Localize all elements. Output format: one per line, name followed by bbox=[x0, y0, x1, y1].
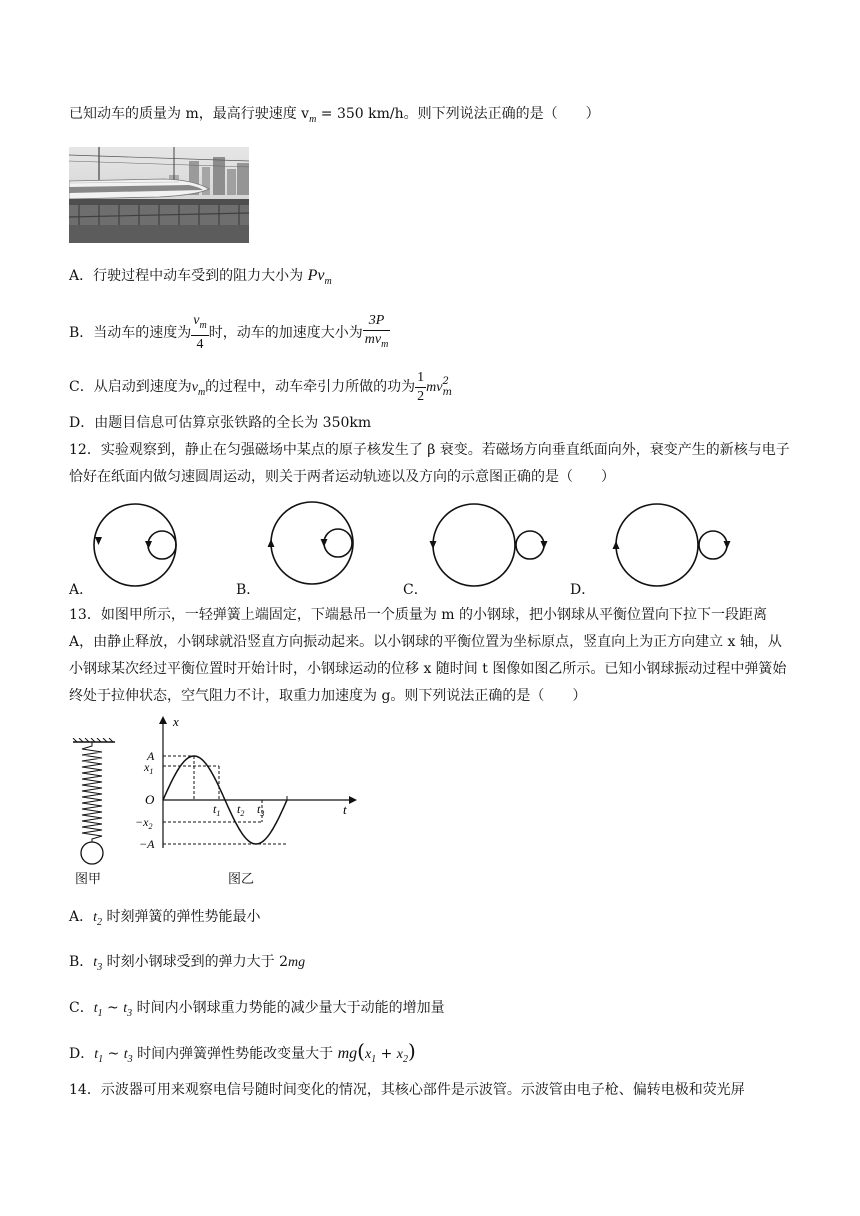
fig-a-caption: 图甲 bbox=[75, 872, 102, 887]
tick-t2-label: $t_2$ bbox=[237, 802, 245, 818]
fraction-one-half: $\frac{1}{2}$ bbox=[417, 369, 425, 404]
axis-x-label: x bbox=[173, 714, 179, 729]
option-b-diagram bbox=[271, 502, 353, 584]
fraction-3p-over-mvm: $\frac{3P}{mv_m}$ bbox=[364, 313, 389, 350]
spring-figure bbox=[69, 738, 119, 868]
tick-A-label: A bbox=[147, 749, 155, 763]
q14-stem: 14．示波器可用来观察电信号随时间变化的情况，其核心部件是示波管。示波管由电子枪、偏转电极和荧光屏 bbox=[69, 1082, 745, 1098]
q12-label-d: D． bbox=[570, 582, 596, 598]
origin-label: O bbox=[145, 792, 155, 807]
q13-stem: 13．如图甲所示，一轻弹簧上端固定，下端悬吊一个质量为 m 的小钢球，把小钢球从平衡位置向下拉下一段距离 A，由静止释放，小钢球就沿竖直方向振动起来。以小钢球的平衡位置为坐标原点，竖直向上为正方向建立 x 轴，从小钢球某次经过平衡位置时开始计时，小钢球运动的位移 x 随时间 t 图像如图乙所示。已知小钢球振动过程中弹簧始终处于拉伸状态，空气阻力不计，取重力加速度为 g。则下列说法正确的是（ ） bbox=[69, 607, 787, 704]
tick-t1-label: $t_1$ bbox=[213, 802, 221, 818]
fig-b-caption: 图乙 bbox=[228, 872, 255, 887]
q12-stem: 12．实验观察到，静止在匀强磁场中某点的原子核发生了 β 衰变。若磁场方向垂直纸面向外，衰变产生的新核与电子恰好在纸面内做匀速圆周运动，则关于两者运动轨迹以及方向的示意图正确的是（ ） bbox=[69, 442, 790, 485]
q13-option-c: C．$t_1$ ~ $t_3$ 时间内小钢球重力势能的减少量大于动能的增加量 bbox=[69, 1000, 445, 1019]
high-speed-train-photo bbox=[69, 147, 249, 243]
tick-neg-x2-label: $-x_2$ bbox=[135, 815, 153, 831]
q13-option-b: B．$t_3$ 时刻小钢球受到的弹力大于 2mg bbox=[69, 954, 306, 973]
q12-label-b: B． bbox=[236, 582, 261, 598]
q12-label-c: C． bbox=[403, 582, 428, 598]
tick-t3-label: $t_3$ bbox=[257, 802, 265, 818]
xt-graph bbox=[135, 714, 365, 854]
q11-option-d: D．由题目信息可估算京张铁路的全长为 350km bbox=[69, 415, 372, 431]
q11-option-c: C．从启动到速度为$v_m$的过程中，动车牵引力所做的功为 $\frac{1}{2}$ mv 2 m bbox=[69, 369, 452, 404]
option-d-diagram bbox=[616, 504, 727, 586]
tick-x1-label: $x_1$ bbox=[144, 760, 154, 776]
q11-stem: 已知动车的质量为 m，最高行驶速度 $v_m = 350$ km/h。则下列说法正确的是（ ） bbox=[69, 106, 600, 125]
q11-option-a: A．行驶过程中动车受到的阻力大小为 $Pv_m$ bbox=[69, 267, 332, 287]
axis-t-label: t bbox=[343, 802, 347, 817]
q12-label-a: A． bbox=[69, 582, 94, 598]
fraction-vm-over-4: $\frac{v_m}{4}$ bbox=[193, 313, 207, 352]
q11-option-b: B．当动车的速度为 $\frac{v_m}{4}$ 时，动车的加速度大小为 $\frac{3P}{mv_m}$ bbox=[69, 313, 389, 352]
q13-option-d: D．$t_1$ ~ $t_3$ 时间内弹簧弹性势能改变量大于 $mg(x_1 + x_2)$ bbox=[69, 1039, 416, 1065]
q13-option-a: A．$t_2$ 时刻弹簧的弹性势能最小 bbox=[69, 909, 261, 928]
option-c-diagram bbox=[433, 504, 544, 586]
option-a-diagram bbox=[69, 497, 176, 586]
q12-track-diagrams bbox=[69, 497, 809, 601]
tick-neg-A-label: −A bbox=[139, 837, 155, 851]
